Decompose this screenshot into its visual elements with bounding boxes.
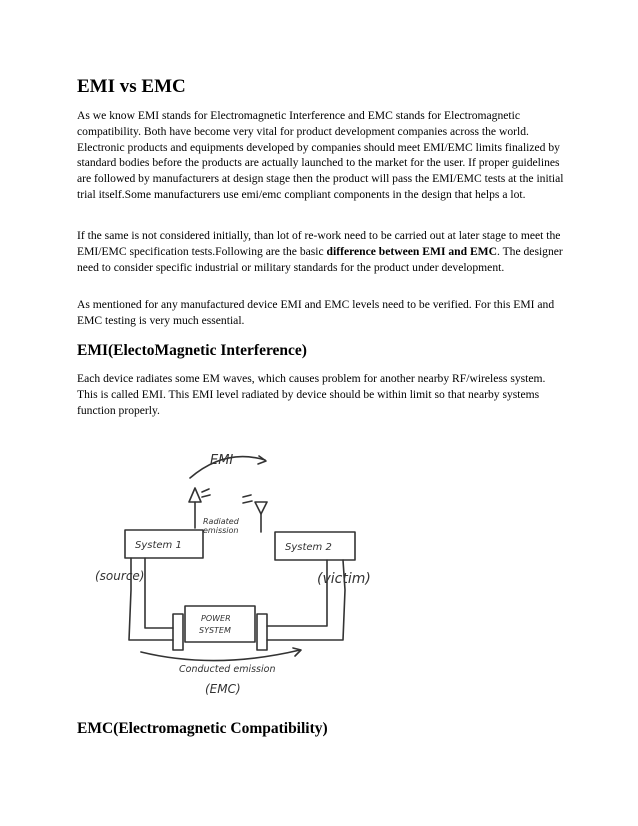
emc-heading: EMC(Electromagnetic Compatibility) <box>77 720 328 737</box>
paragraph-2-bold: difference between EMI and EMC <box>326 244 497 258</box>
emc-heading-block <box>77 720 567 738</box>
emi-emc-diagram <box>95 440 395 702</box>
emi-paragraph: Each device radiates some EM waves, which causes problem for another nearby RF/wireless system. This is called EMI. This EMI level radiated by device should be within limit so that nearby systems function properly. <box>77 372 546 417</box>
emi-arrowhead <box>258 456 266 464</box>
paragraph-2 <box>77 228 567 275</box>
label-radiated: Radiated <box>203 517 239 526</box>
left-conductor-inner <box>145 558 173 628</box>
label-power: POWER <box>201 614 231 623</box>
intro-paragraph: As we know EMI stands for Electromagnetic Interference and EMC stands for Electromagnetic compatibility. Both have become very vital for product development companies across the world. Electronic products and equipments developed by companies should meet EMI/EMC limits finalized by standard bodies before the products are actually launched to the market for the user. If proper guidelines are followed by manufacturers at design stage then the product will pass the EMI/EMC tests at the initial trial itself.Some manufacturers use emi/emc compliant components in the design that helps a lot. <box>77 109 564 201</box>
diagram-svg <box>95 440 395 702</box>
intro-paragraph-block <box>77 108 567 203</box>
label-source: (source) <box>95 569 145 583</box>
paragraph-2-block <box>77 228 567 275</box>
emi-heading-block <box>77 342 567 360</box>
label-system2: System 2 <box>285 542 332 553</box>
paragraph-3-block <box>77 297 567 329</box>
label-conducted-emission: Conducted emission <box>179 664 276 675</box>
label-victim: (victim) <box>317 571 371 587</box>
conducted-arrow <box>141 650 300 661</box>
power-system-box <box>185 606 255 642</box>
radiated-waves-right <box>243 495 252 503</box>
label-emi: EMI <box>210 453 234 468</box>
right-conductor-inner <box>267 560 327 626</box>
antenna-right-icon <box>255 502 267 514</box>
paragraph-3: As mentioned for any manufactured device EMI and EMC levels need to be verified. For this EMI and EMC testing is very much essential. <box>77 298 555 327</box>
left-filter <box>173 614 183 650</box>
right-filter <box>257 614 267 650</box>
page-title-block <box>77 76 567 98</box>
page-title: EMI vs EMC <box>77 76 186 97</box>
paragraph-2-text-a: If the same is not considered initially, than lot of re-work need to be carried out at later stage to meet the EMI/EMC specification tests.Following are the basic <box>77 229 561 258</box>
label-emission: emission <box>203 526 239 535</box>
label-system1: System 1 <box>135 540 182 551</box>
antenna-left-icon <box>189 488 201 502</box>
emi-paragraph-block <box>77 371 567 418</box>
label-emc: (EMC) <box>205 682 241 696</box>
emi-heading: EMI(ElectoMagnetic Interference) <box>77 342 307 359</box>
paragraph-2-text-b: . The designer need to consider specific industrial or military standards for the product under development. <box>77 244 563 274</box>
radiated-waves-left <box>202 489 210 497</box>
label-system: SYSTEM <box>199 626 231 635</box>
